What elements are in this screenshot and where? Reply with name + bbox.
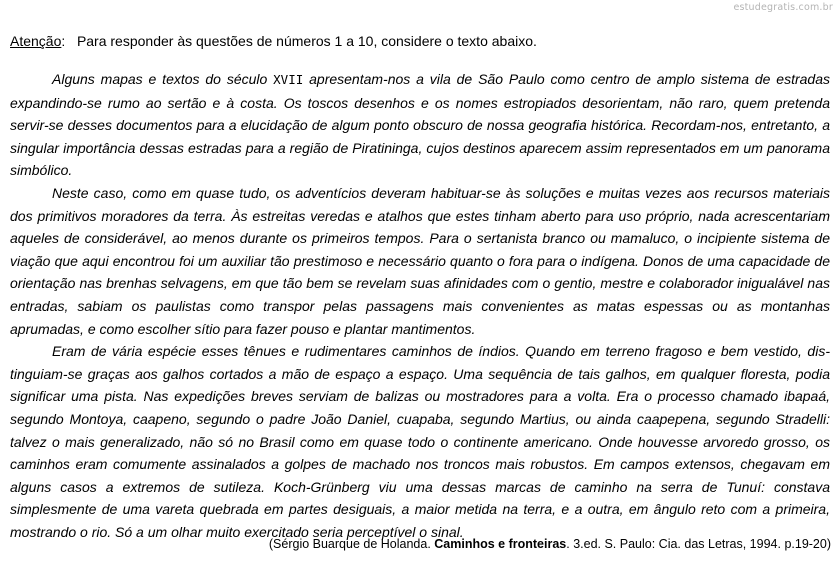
paragraph-1-rest: apresentam-nos a vila de São Paulo como centro de amplo sistema de estradas expandindo-se rumo ao sertão e à costa. Os toscos desenhos e os nomes estropiados desorientam, não raro, quem pretenda servir-se desses documentos para a elucidação de algum ponto obscuro de nossa geografia histórica. Recordam-nos, entretanto, a singular importância dessas estradas para a região de Piratininga, cujos destinos aparecem assim representados em um panorama simbólico. bbox=[10, 71, 831, 179]
watermark: estudegratis.com.br bbox=[733, 2, 833, 13]
paragraph-3: Eram de vária espécie esses tênues e rudimentares caminhos de índios. Quando em terreno fragoso e bem vestido, distinguiam-se graças aos galhos cortados a mão de espaço a espaço. Uma sequência de tais galhos, em qualquer floresta, podia significar uma pista. Nas expedições breves serviam de balizas ou mostradores para a volta. Era o processo chamado ibapaá, segundo Montoya, caapeno, segundo o padre João Daniel, cuapaba, segundo Martius, ou ainda caapepena, segundo Stradelli: talvez o mais generalizado, não só no Brasil como em quase todo o continente americano. Onde houvesse arvoredo grosso, os caminhos eram comumente assinalados a golpes de machado nos troncos mais robustos. Em campos extensos, chegavam em alguns casos a extremos de sutileza. Koch-Grünberg viu uma dessas marcas de caminho na serra de Tunuí: constava simplesmente de uma vareta quebrada em partes desiguais, a maior metida na terra, e a outra, em ângulo reto com a primeira, mostrando o rio. Só a um olhar muito exercitado seria perceptível o sinal. bbox=[10, 343, 830, 540]
attention-label: Atenção bbox=[10, 33, 62, 49]
paragraph-2: Neste caso, como em quase tudo, os adventícios deveram habituar-se às soluções e muitas vezes aos recursos materiais dos primitivos moradores da terra. Às estreitas veredas e atalhos que estes tinham aberto para uso próprio, nada acrescentariam aqueles de considerável, ao menos durante os primeiros tempos. Para o sertanista branco ou mamaluco, o incipiente sistema de viação que aqui encontrou foi um auxiliar tão prestimoso e necessário quanto o fora para o indígena. Donos de uma capacidade de orientação nas brenhas selvagens, em que tão bem se revelam suas afinidades com o gentio, mestre e colaborador inigualável nas entradas, sabiam os paulistas como transpor pelas passagens mais convenientes as matas espessas ou as montanhas aprumadas, e como escolher sítio para fazer pouso e plantar mantimentos. bbox=[10, 184, 830, 337]
paragraph-1-start: Alguns mapas e textos do século bbox=[52, 71, 274, 87]
citation-details: . 3.ed. S. Paulo: Cia. das Letras, 1994. p.19-20) bbox=[566, 537, 831, 551]
century-numeral: XVII bbox=[273, 72, 304, 87]
citation-title: Caminhos e fronteiras bbox=[434, 537, 567, 551]
citation bbox=[269, 537, 831, 551]
attention-text: Para responder às questões de números 1 a 10, considere o texto abaixo. bbox=[76, 33, 537, 49]
passage-text bbox=[10, 68, 830, 543]
citation-author: (Sérgio Buarque de Holanda. bbox=[268, 537, 435, 551]
attention-line bbox=[10, 33, 537, 49]
attention-colon: : bbox=[61, 33, 66, 49]
paragraph-1 bbox=[10, 68, 830, 182]
